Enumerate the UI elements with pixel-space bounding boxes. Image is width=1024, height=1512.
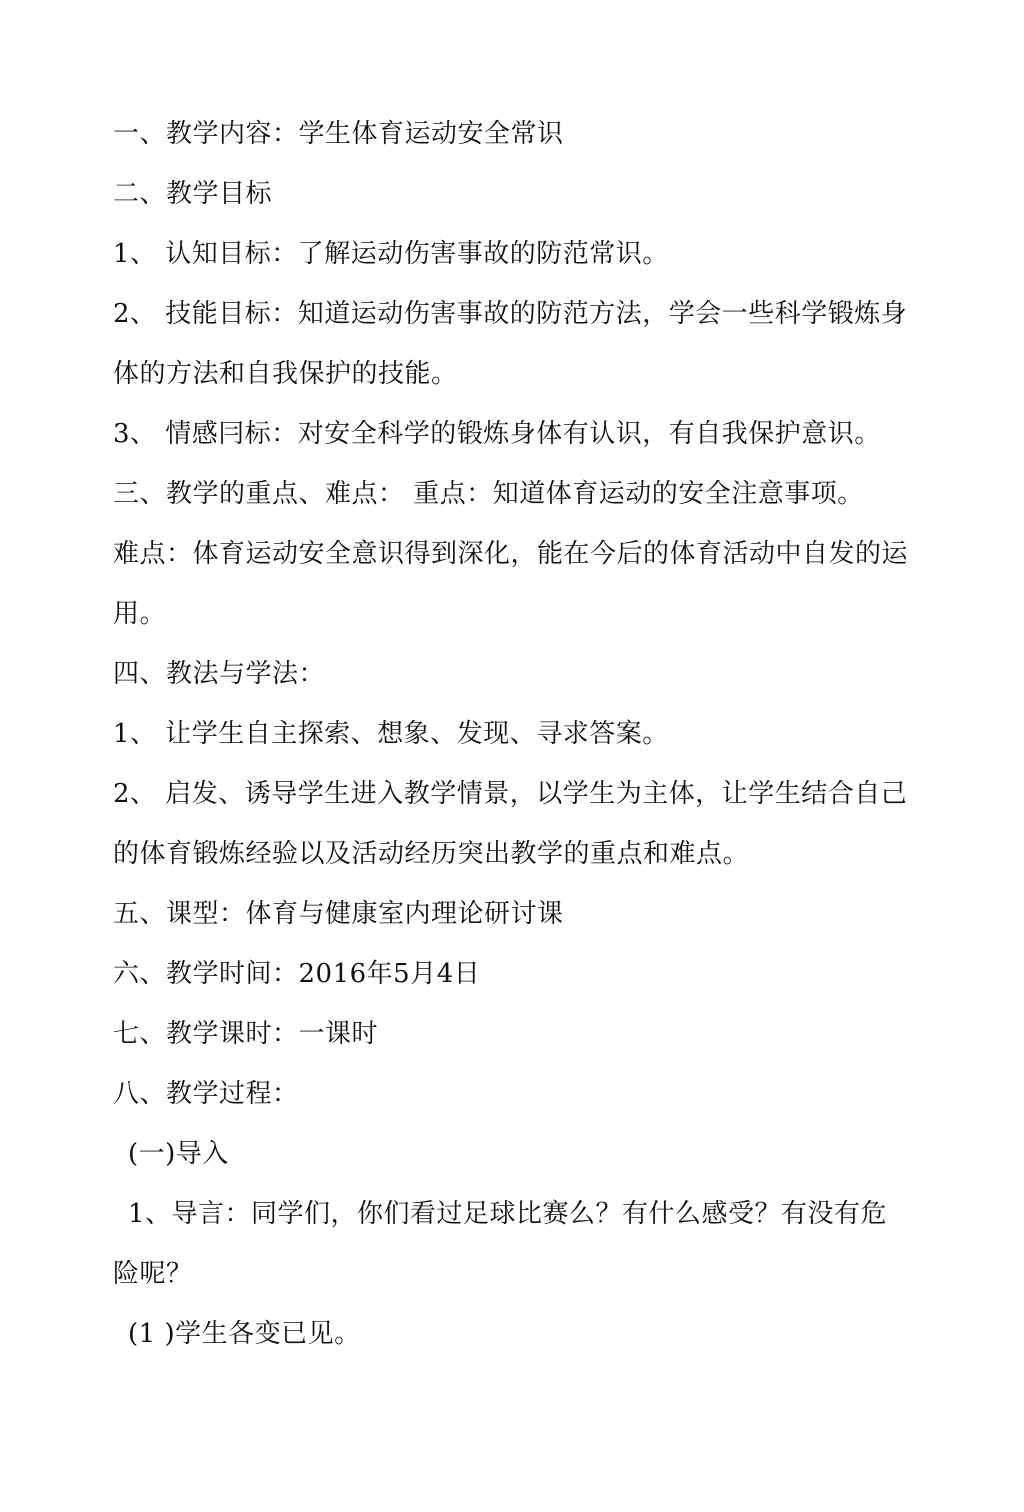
intro-item-1: 1、导言：同学们，你们看过足球比赛么？有什么感受？有没有危 (128, 1199, 888, 1229)
subsection-intro: (一)导入 (128, 1139, 229, 1169)
section-6-heading: 六、教学时间：2016年5月4日 (113, 959, 481, 989)
method-1: 1、 让学生自主探索、想象、发现、寻求答案。 (113, 719, 669, 749)
section-1-heading: 一、教学内容：学生体育运动安全常识 (113, 119, 564, 149)
section-2-heading: 二、教学目标 (113, 179, 273, 209)
objective-2: 2、 技能目标：知道运动伤害事故的防范方法，学会一些科学锻炼身 (113, 299, 908, 329)
intro-item-1-cont: 险呢？ (113, 1259, 193, 1289)
method-2: 2、 启发、诱导学生进入教学情景，以学生为主体，让学生结合自己 (113, 779, 908, 809)
difficulty-text-cont: 用。 (113, 599, 167, 629)
section-7-heading: 七、教学课时：一课时 (113, 1019, 379, 1049)
intro-sub-item-1: (1 )学生各变已见。 (128, 1319, 361, 1349)
section-4-heading: 四、教法与学法： (113, 659, 326, 689)
objective-1: 1、 认知目标：了解运动伤害事故的防范常识。 (113, 239, 669, 269)
section-3-heading: 三、教学的重点、难点： 重点：知道体育运动的安全注意事项。 (113, 479, 864, 509)
section-5-heading: 五、课型：体育与健康室内理论研讨课 (113, 899, 564, 929)
objective-2-cont: 体的方法和自我保护的技能。 (113, 359, 458, 389)
difficulty-text: 难点：体育运动安全意识得到深化，能在今后的体育活动中自发的运 (113, 539, 909, 569)
section-8-heading: 八、教学过程： (113, 1079, 299, 1109)
method-2-cont: 的体育锻炼经验以及活动经历突出教学的重点和难点。 (113, 839, 750, 869)
objective-3: 3、 情感冃标：对安全科学的锻炼身体有认识，有自我保护意识。 (113, 419, 881, 449)
